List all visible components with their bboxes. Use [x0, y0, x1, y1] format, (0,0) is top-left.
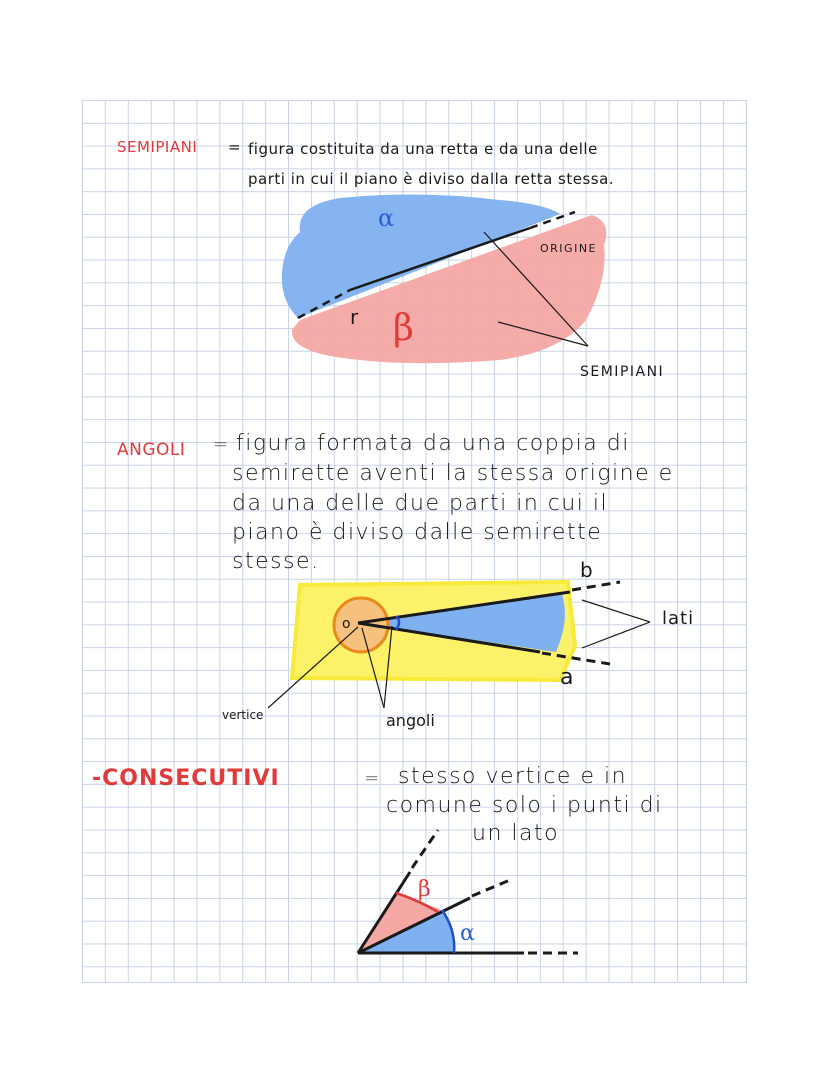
angoli-definition-line5: stesse. — [232, 549, 320, 574]
alpha-symbol: α — [460, 921, 475, 946]
semipiani-definition-line2: parti in cui il piano è diviso dalla retta stessa. — [248, 170, 615, 188]
vertex-o-label: o — [342, 616, 351, 632]
consecutivi-definition-line3: un lato — [472, 821, 560, 846]
a-label: a — [560, 665, 574, 690]
angoli-title: ANGOLI — [117, 440, 186, 460]
angoli-definition-line1: figura formata da una coppia di — [236, 431, 630, 456]
beta-symbol: β — [393, 308, 414, 349]
lati-label: lati — [662, 608, 695, 629]
semipiani-equals: = — [228, 138, 242, 156]
beta-symbol: β — [418, 877, 431, 902]
consecutivi-definition-line2: comune solo i punti di — [386, 793, 663, 818]
b-label: b — [580, 558, 593, 582]
consecutivi-definition-line1: stesso vertice e in — [398, 764, 628, 789]
consecutivi-equals: = — [364, 768, 381, 789]
alpha-symbol: α — [378, 204, 395, 232]
angoli-definition-line2: semirette aventi la stessa origine e — [232, 461, 674, 486]
ray-upper-dashes — [412, 830, 438, 868]
semipiani-title: SEMIPIANI — [117, 138, 198, 156]
angoli-equals: = — [213, 434, 230, 455]
origine-label: ORIGINE — [540, 242, 597, 255]
semipiani-label: SEMIPIANI — [580, 364, 665, 380]
vertice-label: vertice — [222, 708, 264, 722]
r-label: r — [350, 305, 359, 329]
semipiani-definition-line1: figura costituita da una retta e da una delle — [248, 140, 598, 158]
angoli-label: angoli — [386, 711, 435, 730]
angoli-definition-line3: da una delle due parti in cui il — [232, 491, 609, 516]
consecutivi-title: -CONSECUTIVI — [92, 766, 280, 791]
angoli-definition-line4: piano è diviso dalle semirette — [232, 520, 603, 545]
ray-middle-dashes — [472, 880, 510, 896]
